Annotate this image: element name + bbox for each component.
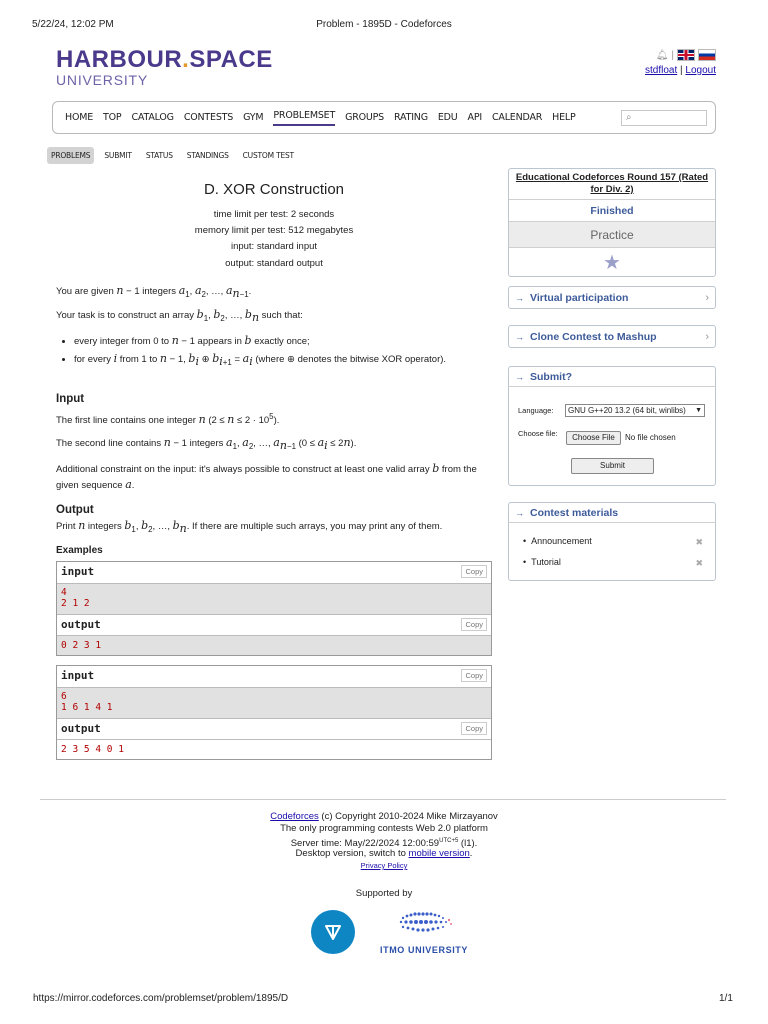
divider: | bbox=[671, 49, 674, 61]
no-file-chosen: No file chosen bbox=[625, 433, 676, 442]
footer-privacy bbox=[0, 860, 768, 872]
main-menu bbox=[52, 101, 716, 134]
nav-help[interactable]: HELP bbox=[552, 112, 576, 123]
itmo-university-label: ITMO UNIVERSITY bbox=[380, 945, 469, 955]
language-select-value: GNU G++20 13.2 (64 bit, winlibs) bbox=[568, 406, 686, 415]
nav-catalog[interactable]: CATALOG bbox=[131, 112, 174, 123]
materials-header bbox=[509, 503, 715, 523]
sample-line: 1 6 1 4 1 bbox=[61, 702, 113, 713]
ton-diamond-icon bbox=[323, 922, 343, 942]
uk-flag-icon[interactable] bbox=[677, 49, 695, 61]
sample-line: 6 bbox=[61, 691, 67, 702]
logo-dot: . bbox=[182, 46, 190, 73]
user-handle-link[interactable]: stdfloat bbox=[644, 65, 678, 76]
nav-rating[interactable]: RATING bbox=[394, 112, 428, 123]
list-item: • for every i from 1 to n − 1, $b_i$ ⊕ $b_{i+1} = a_i$ (where ⊕ denotes the bitwise XOR operator). bbox=[74, 351, 492, 370]
output-p1: Print n integers $b_1$, $b_2$, …, $b_n$. If there are multiple such arrays, you may print any of them. bbox=[56, 519, 443, 535]
print-url: https://mirror.codeforces.com/problemset/problem/1895/D bbox=[33, 993, 289, 1004]
output-section-title: Output bbox=[56, 504, 94, 516]
nav-groups[interactable]: GROUPS bbox=[345, 112, 385, 123]
close-icon: ✖ bbox=[695, 558, 703, 568]
example-output-header bbox=[57, 614, 491, 636]
clone-contest-box[interactable] bbox=[508, 325, 716, 348]
materials-title: Contest materials bbox=[530, 506, 619, 519]
example-1 bbox=[56, 561, 492, 656]
submit-box-title: Submit? bbox=[530, 370, 572, 383]
input-file: input: standard input bbox=[230, 241, 318, 252]
print-datetime: 5/22/24, 12:02 PM bbox=[32, 19, 114, 30]
footer-divider bbox=[40, 799, 726, 800]
codeforces-link[interactable]: Codeforces bbox=[270, 811, 319, 822]
nav-gym[interactable]: GYM bbox=[243, 112, 264, 123]
nav-calendar[interactable]: CALENDAR bbox=[491, 112, 543, 123]
second-level-menu bbox=[47, 147, 298, 164]
supported-by: Supported by bbox=[355, 888, 413, 899]
arrow-right-icon: → bbox=[515, 507, 524, 518]
search-input[interactable] bbox=[621, 110, 707, 126]
footer-tagline: The only programming contests Web 2.0 platform bbox=[280, 823, 488, 834]
statement-p2: Your task is to construct an array $b_1$, $b_2$, …, $b_n$ such that: bbox=[56, 308, 303, 324]
practice-row bbox=[509, 222, 715, 248]
example-input-header bbox=[57, 666, 491, 688]
virtual-participation-link[interactable] bbox=[509, 287, 715, 308]
sample-line: 0 2 3 1 bbox=[61, 640, 102, 651]
clone-contest-label: Clone Contest to Mashup bbox=[530, 330, 657, 343]
nav-contests[interactable]: CONTESTS bbox=[183, 112, 234, 123]
choose-file-button[interactable]: Choose File bbox=[566, 431, 621, 445]
logout-link[interactable]: Logout bbox=[685, 65, 716, 76]
nav-home[interactable]: HOME bbox=[65, 112, 94, 123]
round-status-row bbox=[509, 200, 715, 222]
privacy-policy-link[interactable]: Privacy Policy bbox=[360, 861, 408, 870]
list-item: • every integer from 0 to n − 1 appears in b exactly once; bbox=[74, 333, 492, 349]
copy-button[interactable]: Copy bbox=[461, 669, 487, 682]
print-page-number: 1/1 bbox=[719, 993, 733, 1004]
chevron-right-icon: › bbox=[705, 330, 709, 343]
chevron-right-icon: › bbox=[705, 291, 709, 304]
nav-top[interactable]: TOP bbox=[103, 112, 122, 123]
arrow-right-icon: → bbox=[515, 371, 524, 382]
itmo-logo-mark[interactable] bbox=[393, 910, 457, 936]
user-links bbox=[645, 65, 716, 76]
example-input-header bbox=[57, 562, 491, 584]
user-area bbox=[645, 49, 716, 76]
examples-title: Examples bbox=[56, 545, 103, 556]
round-status: Finished bbox=[590, 204, 634, 217]
tab-custom-test[interactable]: CUSTOM TEST bbox=[242, 151, 294, 160]
example-input-text[interactable] bbox=[57, 688, 491, 718]
arrow-right-icon: → bbox=[515, 292, 524, 303]
statement-p1: You are given n − 1 integers $a_1$, $a_2$, …, $a_{n-1}$. bbox=[56, 284, 252, 300]
example-output-header bbox=[57, 718, 491, 740]
example-input-label: input bbox=[61, 565, 95, 578]
clone-contest-link[interactable] bbox=[509, 326, 715, 347]
submit-box-header bbox=[509, 367, 715, 387]
ru-flag-icon[interactable] bbox=[698, 49, 716, 61]
copyright-text: (c) Copyright 2010-2024 Mike Mirzayanov bbox=[318, 811, 498, 822]
statement-list bbox=[56, 333, 492, 372]
round-box bbox=[508, 168, 716, 277]
nav-problemset[interactable]: PROBLEMSET bbox=[273, 110, 335, 126]
copy-button[interactable]: Copy bbox=[461, 618, 487, 631]
harbour-space-logo[interactable] bbox=[56, 46, 273, 74]
time-limit: time limit per test: 2 seconds bbox=[213, 209, 335, 220]
nav-api[interactable]: API bbox=[467, 112, 482, 123]
logo-word-space: SPACE bbox=[189, 46, 273, 73]
logo-university: UNIVERSITY bbox=[56, 72, 149, 88]
material-label: Announcement bbox=[531, 536, 592, 546]
desktop-text-end: . bbox=[469, 848, 473, 859]
example-output-text[interactable] bbox=[57, 740, 491, 759]
example-output-label: output bbox=[61, 618, 101, 631]
output-file: output: standard output bbox=[225, 258, 323, 269]
desktop-text: Desktop version, switch to bbox=[295, 848, 409, 859]
footer-copyright bbox=[0, 811, 768, 823]
example-input-text[interactable] bbox=[57, 584, 491, 614]
language-label: Language: bbox=[518, 406, 554, 415]
print-doc-title: Problem - 1895D - Codeforces bbox=[316, 19, 452, 30]
sample-line: 4 bbox=[61, 587, 67, 598]
tab-problems[interactable]: PROBLEMS bbox=[47, 147, 94, 164]
itmo-dots-icon bbox=[393, 910, 457, 936]
close-icon: ✖ bbox=[695, 537, 703, 547]
mobile-version-link[interactable]: mobile version bbox=[408, 848, 470, 859]
search-icon: ⌕ bbox=[626, 112, 632, 123]
copy-button[interactable]: Copy bbox=[461, 565, 487, 578]
round-title-link[interactable]: Educational Codeforces Round 157 (Rated for Div. 2) bbox=[509, 169, 715, 200]
sample-line: 2 1 2 bbox=[61, 598, 90, 609]
input-p3: Additional constraint on the input: it's always possible to construct at least one valid array b from the given sequence a. bbox=[56, 462, 477, 491]
input-p1: The first line contains one integer n $(2 \le n \le 2 \cdot 10^5)$. bbox=[56, 412, 280, 427]
problem-title: D. XOR Construction bbox=[203, 181, 345, 198]
material-announcement[interactable]: • Announcement bbox=[523, 536, 592, 546]
memory-limit: memory limit per test: 512 megabytes bbox=[194, 225, 354, 236]
ton-logo[interactable] bbox=[311, 910, 355, 954]
submit-button[interactable]: Submit bbox=[571, 458, 654, 474]
virtual-participation-box[interactable] bbox=[508, 286, 716, 309]
tab-submit[interactable]: SUBMIT bbox=[104, 151, 132, 160]
example-output-label: output bbox=[61, 722, 101, 735]
language-select[interactable] bbox=[565, 404, 705, 417]
submit-box bbox=[508, 366, 716, 486]
tab-status[interactable]: STATUS bbox=[145, 151, 173, 160]
chevron-down-icon: ▼ bbox=[695, 407, 702, 414]
material-label: Tutorial bbox=[531, 557, 561, 567]
contest-materials-box bbox=[508, 502, 716, 581]
star-icon[interactable]: ★ bbox=[603, 251, 621, 274]
server-id: (l1). bbox=[458, 838, 478, 850]
arrow-right-icon: → bbox=[515, 331, 524, 342]
copy-button[interactable]: Copy bbox=[461, 722, 487, 735]
input-section-title: Input bbox=[56, 393, 85, 405]
example-input-label: input bbox=[61, 669, 95, 682]
tab-standings[interactable]: STANDINGS bbox=[186, 151, 229, 160]
bell-icon[interactable]: 🔔︎ bbox=[655, 49, 669, 61]
choose-file-label: Choose file: bbox=[518, 429, 558, 438]
server-time: Server time: May/22/2024 12:00:59 bbox=[290, 838, 440, 850]
example-output-text[interactable] bbox=[57, 636, 491, 655]
footer-desktop-version bbox=[0, 848, 768, 860]
sample-line: 2 3 5 4 0 1 bbox=[61, 744, 124, 755]
practice-label: Practice bbox=[590, 227, 634, 242]
server-timezone: UTC+5 bbox=[439, 838, 459, 844]
example-2 bbox=[56, 665, 492, 760]
user-links-separator: | bbox=[680, 65, 683, 76]
favourite-row bbox=[509, 248, 715, 276]
logo-word-harbour: HARBOUR bbox=[56, 46, 183, 73]
virtual-participation-label: Virtual participation bbox=[530, 291, 629, 304]
nav-edu[interactable]: EDU bbox=[437, 112, 458, 123]
flags bbox=[645, 49, 716, 61]
material-tutorial[interactable]: • Tutorial bbox=[523, 557, 561, 567]
input-p2: The second line contains n − 1 integers $a_1$, $a_2$, …, $a_{n-1}$ $(0 \le a_i \le 2n)$. bbox=[56, 436, 357, 452]
